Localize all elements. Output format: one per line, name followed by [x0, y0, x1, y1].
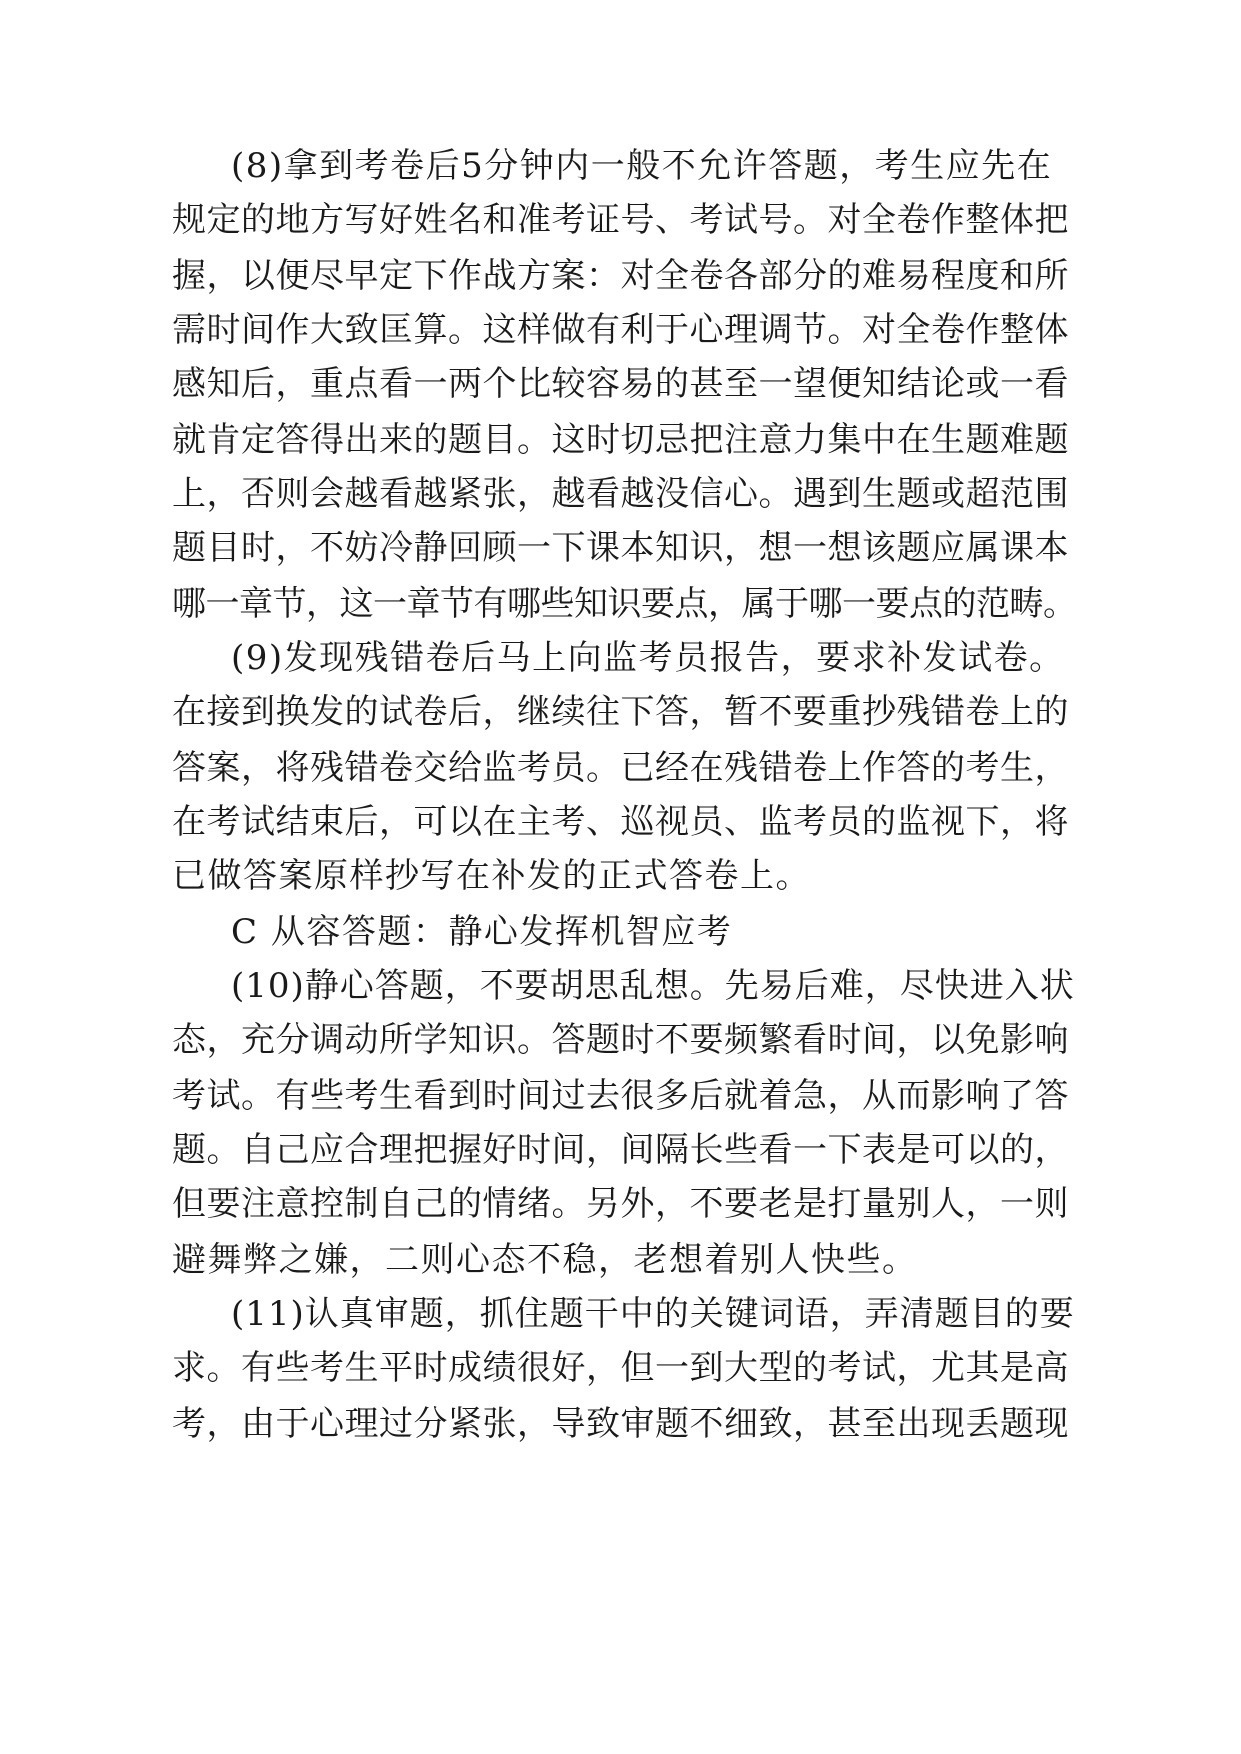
paragraph-9-line-5: 已做答案原样抄写在补发的正式答卷上。 [172, 856, 811, 896]
paragraph-11-line-2: 求。有些考生平时成绩很好，但一到大型的考试，尤其是高 [172, 1348, 1069, 1388]
paragraph-10-line-6: 避舞弊之嫌，二则心态不稳，老想着别人快些。 [172, 1240, 918, 1280]
paragraph-9-line-3: 答案，将残错卷交给监考员。已经在残错卷上作答的考生， [172, 748, 1069, 788]
paragraph-8-line-1: (8)拿到考卷后5分钟内一般不允许答题，考生应先在 [231, 146, 1053, 186]
paragraph-8-line-3: 握，以便尽早定下作战方案：对全卷各部分的难易程度和所 [172, 256, 1069, 296]
paragraph-9-line-1: (9)发现残错卷后马上向监考员报告，要求补发试卷。 [231, 638, 1065, 678]
paragraph-11-line-3: 考，由于心理过分紧张，导致审题不细致，甚至出现丢题现 [172, 1404, 1069, 1444]
paragraph-9-line-4: 在考试结束后，可以在主考、巡视员、监考员的监视下，将 [172, 802, 1069, 842]
paragraph-10-line-3: 考试。有些考生看到时间过去很多后就着急，从而影响了答 [172, 1076, 1069, 1116]
paragraph-8-line-9: 哪一章节，这一章节有哪些知识要点，属于哪一要点的范畴。 [172, 584, 1077, 624]
paragraph-8-line-5: 感知后，重点看一两个比较容易的甚至一望便知结论或一看 [172, 364, 1069, 404]
paragraph-8-line-7: 上，否则会越看越紧张，越看越没信心。遇到生题或超范围 [172, 474, 1069, 514]
paragraph-10-line-5: 但要注意控制自己的情绪。另外，不要老是打量别人，一则 [172, 1184, 1069, 1224]
paragraph-10-line-2: 态，充分调动所学知识。答题时不要频繁看时间，以免影响 [172, 1020, 1069, 1060]
paragraph-9-line-2: 在接到换发的试卷后，继续往下答，暂不要重抄残错卷上的 [172, 692, 1069, 732]
section-heading-c: C 从容答题：静心发挥机智应考 [231, 912, 733, 952]
paragraph-8-line-8: 题目时，不妨冷静回顾一下课本知识，想一想该题应属课本 [172, 528, 1069, 568]
paragraph-8-line-4: 需时间作大致匡算。这样做有利于心理调节。对全卷作整体 [172, 310, 1069, 350]
paragraph-10-line-1: (10)静心答题，不要胡思乱想。先易后难，尽快进入状 [231, 966, 1075, 1006]
paragraph-8-line-2: 规定的地方写好姓名和准考证号、考试号。对全卷作整体把 [172, 200, 1069, 240]
paragraph-11-line-1: (11)认真审题，抓住题干中的关键词语，弄清题目的要 [231, 1294, 1075, 1334]
paragraph-8-line-6: 就肯定答得出来的题目。这时切忌把注意力集中在生题难题 [172, 420, 1069, 460]
paragraph-10-line-4: 题。自己应合理把握好时间，间隔长些看一下表是可以的， [172, 1130, 1069, 1170]
